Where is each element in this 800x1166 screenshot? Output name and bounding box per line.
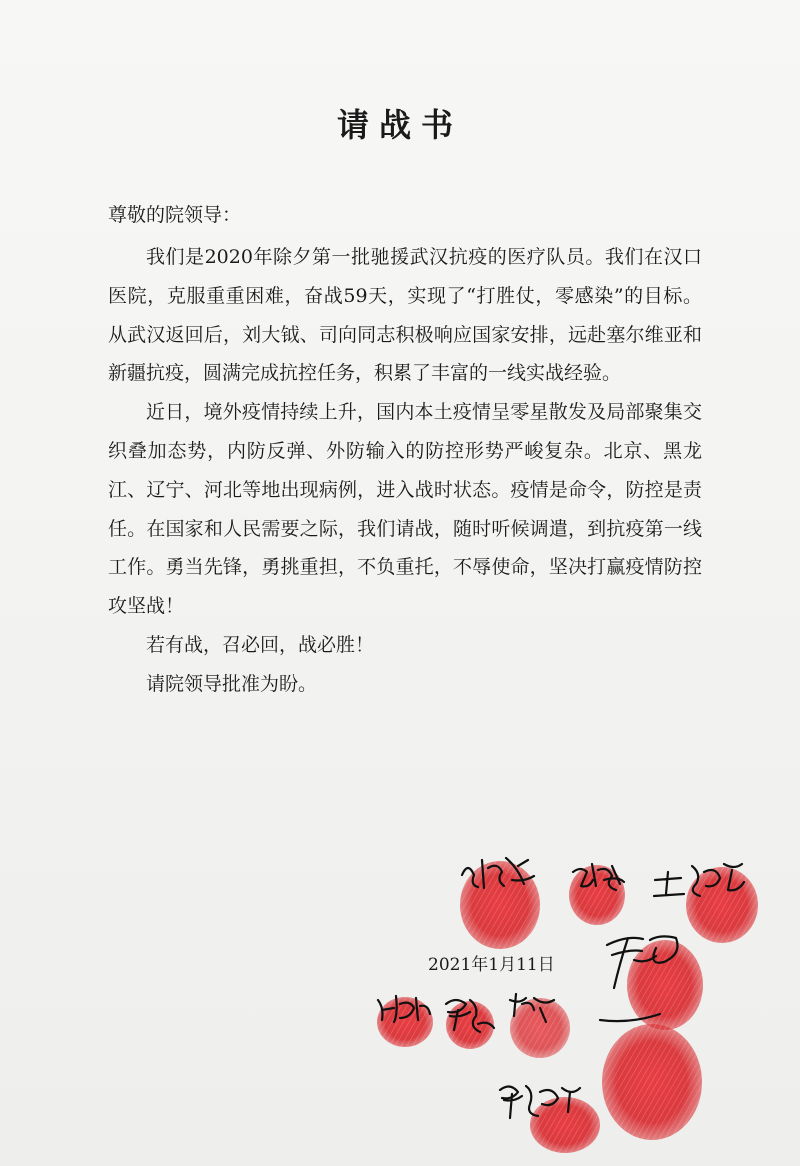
paragraph-2: 近日，境外疫情持续上升，国内本土疫情呈零星散发及局部聚集交织叠加态势，内防反弹、外防输入的防控形势严峻复杂。北京、黑龙江、辽宁、河北等地出现病例，进入战时状态。疫情是命令，防控是责任。在国家和人民需要之际，我们请战，随时听候调遣，到抗疫第一线工作。勇当先锋，勇挑重担，不负重托，不辱使命，坚决打赢疫情防控攻坚战！	[108, 401, 702, 618]
letter-body	[108, 238, 702, 704]
paragraph-1: 我们是2020年除夕第一批驰援武汉抗疫的医疗队员。我们在汉口医院，克服重重困难，奋战59天，实现了“打胜仗，零感染”的目标。从武汉返回后，刘大钺、司向同志积极响应国家安排，远赴塞尔维亚和新疆抗疫，圆满完成抗控任务，积累了丰富的一线实战经验。	[108, 246, 702, 385]
paragraph-4: 请院领导批准为盼。	[146, 672, 318, 695]
signing-date: 2021年1月11日	[428, 955, 555, 975]
paragraph-3: 若有战，召必回，战必胜！	[146, 633, 375, 656]
salutation: 尊敬的院领导：	[108, 204, 242, 226]
document-title: 请战书	[336, 106, 463, 144]
